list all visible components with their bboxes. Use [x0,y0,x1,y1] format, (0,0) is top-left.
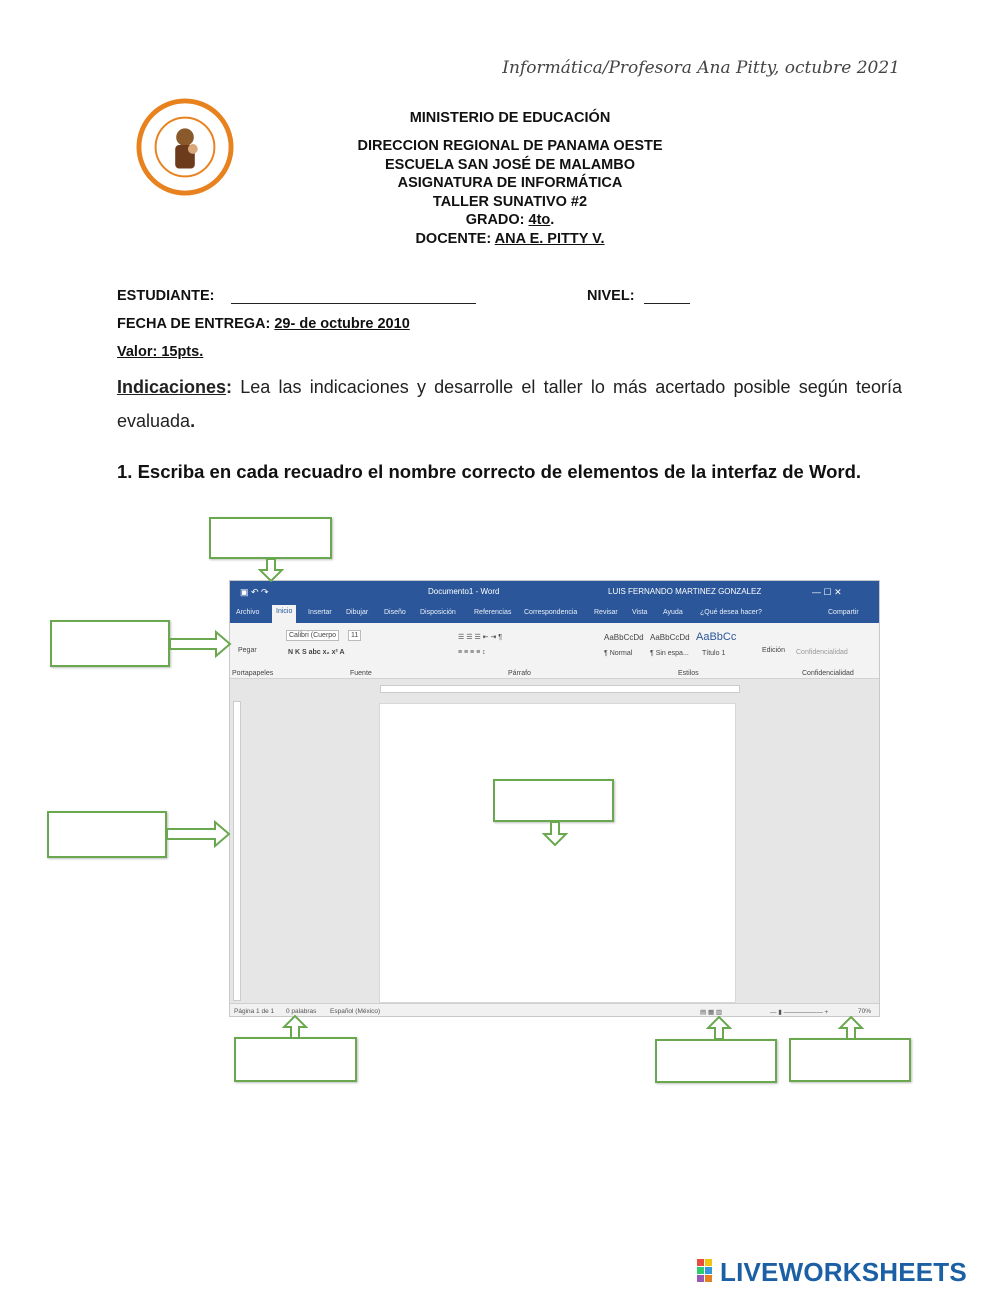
question-1: 1. Escriba en cada recuadro el nombre correcto de elementos de la interfaz de Word. [117,461,862,482]
valor-text: Valor: 15pts. [117,344,204,360]
instructions-colon: : [226,377,233,397]
answer-box-ruler[interactable] [47,811,167,858]
answer-input-title-bar[interactable] [211,519,330,557]
fecha-value: 29- de octubre 2010 [274,316,410,332]
answer-box-title-bar[interactable] [209,517,332,559]
style-preview-1[interactable]: AaBbCcDd [604,633,644,642]
tab-ayuda[interactable]: Ayuda [663,609,683,616]
style-sin-espaciado[interactable]: ¶ Sin espa... [650,650,689,657]
save-icon: ▣ ↶ ↷ [240,587,269,597]
view-buttons[interactable]: ▤ ▦ ▥ [700,1009,723,1016]
tab-disposicion[interactable]: Disposición [420,609,456,616]
instructions-label: Indicaciones [117,377,227,397]
font-name-select[interactable]: Calibri (Cuerpo [286,630,339,641]
nivel-label: NIVEL: [587,288,635,304]
instructions-text: Lea las indicaciones y desarrolle el taller lo más acertado posible según teoría evaluada [117,377,902,431]
style-normal[interactable]: ¶ Normal [604,650,633,657]
school-seal [136,98,234,196]
docente-value: ANA E. PITTY V. [494,230,605,247]
align-buttons: ≡ ≡ ≡ ≡ ↕ [458,649,486,656]
estudiante-label: ESTUDIANTE: [117,288,215,304]
liveworksheets-logo-icon [697,1259,722,1283]
ribbon [230,623,880,679]
grado-line [300,211,720,230]
group-parrafo: Párrafo [508,670,531,677]
grado-label: GRADO: [465,212,529,228]
group-estilos: Estilos [678,670,699,677]
tab-referencias[interactable]: Referencias [474,609,512,616]
answer-input-status-bar[interactable] [236,1039,355,1080]
header-line: TALLER SUNATIVO #2 [432,193,588,210]
answer-box-views[interactable] [655,1039,777,1083]
style-preview-3[interactable]: AaBbCc [696,631,737,643]
docente-line [300,230,720,249]
horizontal-ruler[interactable] [380,685,740,693]
answer-input-zoom[interactable] [791,1040,909,1080]
nivel-row [587,288,635,304]
tab-inicio[interactable]: Inicio [272,605,296,623]
instructions-end: . [190,411,196,431]
header-line: ASIGNATURA DE INFORMÁTICA [397,175,623,191]
paragraph-buttons: ☰ ☰ ☰ ⇤ ⇥ ¶ [458,634,503,641]
title-bar [230,581,880,603]
vertical-ruler[interactable] [233,701,241,1001]
zoom-level: 70% [858,1008,872,1015]
tab-dibujar[interactable]: Dibujar [346,609,369,616]
tab-diseno[interactable]: Diseño [384,609,406,616]
fecha-label: FECHA DE ENTREGA: [117,316,271,332]
group-portapapeles: Portapapeles [232,670,274,677]
status-language: Español (México) [330,1008,381,1015]
arrow-down-icon [542,822,568,846]
format-buttons: N K S abc x₂ x² A [288,649,345,656]
group-fuente: Fuente [350,670,372,677]
answer-box-ribbon[interactable] [50,620,170,667]
answer-input-ribbon[interactable] [52,622,168,665]
document-page[interactable] [379,703,736,1003]
arrow-down-icon [258,559,284,582]
estudiante-row [117,288,214,304]
edicion-button[interactable]: Edición [762,647,785,654]
window-controls: — ☐ ✕ [812,587,842,597]
menu-tabs [230,603,880,623]
tab-revisar[interactable]: Revisar [594,609,618,616]
header-line: MINISTERIO DE EDUCACIÓN [409,110,611,126]
grado-suffix: . [550,212,555,228]
estudiante-line[interactable] [231,303,476,304]
paste-button[interactable]: Pegar [238,647,257,654]
confidencialidad-button[interactable]: Confidencialidad [796,649,848,656]
tab-vista[interactable]: Vista [632,609,648,616]
header-line: ESCUELA SAN JOSÉ DE MALAMBO [384,156,635,173]
docente-label: DOCENTE: [415,230,495,247]
arrow-right-icon [170,630,232,658]
header-block [300,109,720,128]
valor-row [117,344,203,360]
arrow-up-icon [706,1016,732,1039]
nivel-line[interactable] [644,303,690,304]
status-bar [230,1003,880,1017]
header-line: DIRECCION REGIONAL DE PANAMA OESTE [357,138,663,154]
arrow-up-icon [838,1016,864,1039]
status-words: 0 palabras [286,1008,317,1015]
brand-name: LIVEWORKSHEETS [720,1257,967,1287]
style-preview-2[interactable]: AaBbCcDd [650,633,690,642]
answer-input-ruler[interactable] [49,813,165,856]
instructions [117,370,902,438]
fecha-row [117,316,410,332]
answer-box-document-area[interactable] [493,779,614,822]
user-name: LUIS FERNANDO MARTINEZ GONZALEZ [608,587,762,596]
tab-correspondencia[interactable]: Correspondencia [524,609,578,616]
tell-me[interactable]: ¿Qué desea hacer? [700,609,762,616]
grado-value: 4to [528,212,551,228]
arrow-up-icon [282,1015,308,1038]
share-button[interactable]: Compartir [828,609,859,616]
answer-box-status-bar[interactable] [234,1037,357,1082]
status-page: Página 1 de 1 [234,1008,275,1015]
header-block-2 [300,137,720,248]
answer-input-document-area[interactable] [495,781,612,820]
zoom-slider[interactable]: — ▮ —————— + [770,1009,829,1016]
arrow-right-icon [167,820,231,848]
document-title: Documento1 - Word [428,587,500,596]
group-confidencialidad: Confidencialidad [802,670,854,677]
style-titulo-1[interactable]: Título 1 [702,650,726,657]
font-size-select[interactable]: 11 [348,630,361,641]
answer-input-views[interactable] [657,1041,775,1081]
tab-archivo[interactable]: Archivo [236,609,260,616]
tab-insertar[interactable]: Insertar [308,609,332,616]
top-note: Informática/Profesora Ana Pitty, octubre 2021 [502,58,900,78]
answer-box-zoom[interactable] [789,1038,911,1082]
